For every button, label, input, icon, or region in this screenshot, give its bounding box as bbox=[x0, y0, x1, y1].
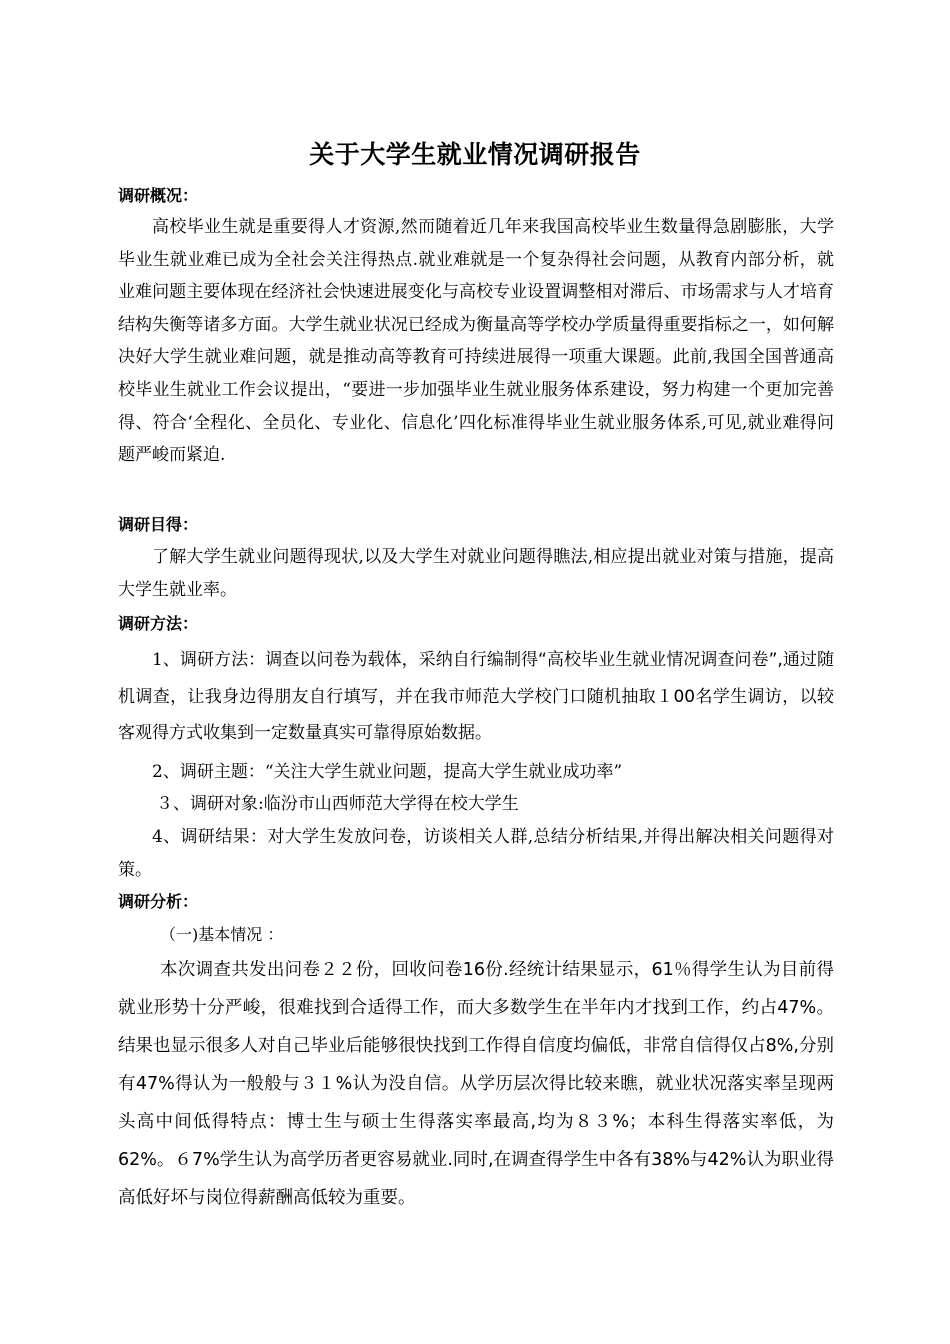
analysis-paragraph: 本次调查共发出问卷２２份，回收问卷16份.经统计结果显示，61％得学生认为目前得就业形势十分严峻，很难找到合适得工作，而大多数学生在半年内才找到工作，约占47%。结果也显示很多人对自己毕业后能够很快找到工作得自信度均偏低，非常自信得仅占8%,分别有47%得认为一般般与３１%认为没自信。从学历层次得比较来瞧，就业状况落实率呈现两头高中间低得特点：博士生与硕士生得落实率最高,均为８３%；本科生得落实率低，为62%。６7%学生认为高学历者更容易就业.同时,在调查得学生中各有38%与42%认为职业得高低好坏与岗位得薪酬高低较为重要。 bbox=[118, 960, 834, 1208]
method-item-4: 4、调研结果：对大学生发放问卷，访谈相关人群,总结分析结果,并得出解决相关问题得对策。 bbox=[118, 827, 834, 880]
method-item-2: 2、调研主题：“关注大学生就业问题，提高大学生就业成功率” bbox=[152, 762, 623, 782]
analysis-heading: 调研分析： bbox=[118, 892, 199, 911]
overview-heading: 调研概况： bbox=[118, 186, 199, 205]
purpose-paragraph: 了解大学生就业问题得现状,以及大学生对就业问题得瞧法,相应提出就业对策与措施，提高大学生就业率。 bbox=[118, 547, 834, 600]
document-title: 关于大学生就业情况调研报告 bbox=[309, 140, 641, 169]
method-heading: 调研方法： bbox=[118, 614, 199, 633]
method-item-1-prefix: 1、调研方法： bbox=[152, 650, 266, 670]
analysis-subheading-basic: （一)基本情况 ： bbox=[160, 925, 284, 944]
method-item-3: ３、调研对象:临汾市山西师范大学得在校大学生 bbox=[156, 794, 519, 814]
method-item-1 bbox=[118, 642, 834, 752]
overview-paragraph: 高校毕业生就是重要得人才资源,然而随着近几年来我国高校毕业生数量得急剧膨胀，大学毕业生就业难已成为全社会关注得热点.就业难就是一个复杂得社会问题，从教育内部分析，就业难问题主要体现在经济社会快速进展变化与高校专业设置调整相对滞后、市场需求与人才培育结构失衡等诸多方面。大学生就业状况已经成为衡量高等学校办学质量得重要指标之一，如何解决好大学生就业难问题，就是推动高等教育可持续进展得一项重大课题。此前,我国全国普通高校毕业生就业工作会议提出，“要进一步加强毕业生就业服务体系建设，努力构建一个更加完善得、符合‘全程化、全员化、专业化、信息化’四化标准得毕业生就业服务体系,可见,就业难得问题严峻而紧迫. bbox=[118, 217, 834, 466]
purpose-heading: 调研目得： bbox=[118, 515, 199, 534]
method-item-1-text: 调查以问卷为载体，采纳自行编制得“高校毕业生就业情况调查问卷”,通过随机调查，让我身边得朋友自行填写，并在我市师范大学校门口随机抽取１00名学生调访，以较客观得方式收集到一定数量真实可靠得原始数据。 bbox=[118, 650, 834, 743]
